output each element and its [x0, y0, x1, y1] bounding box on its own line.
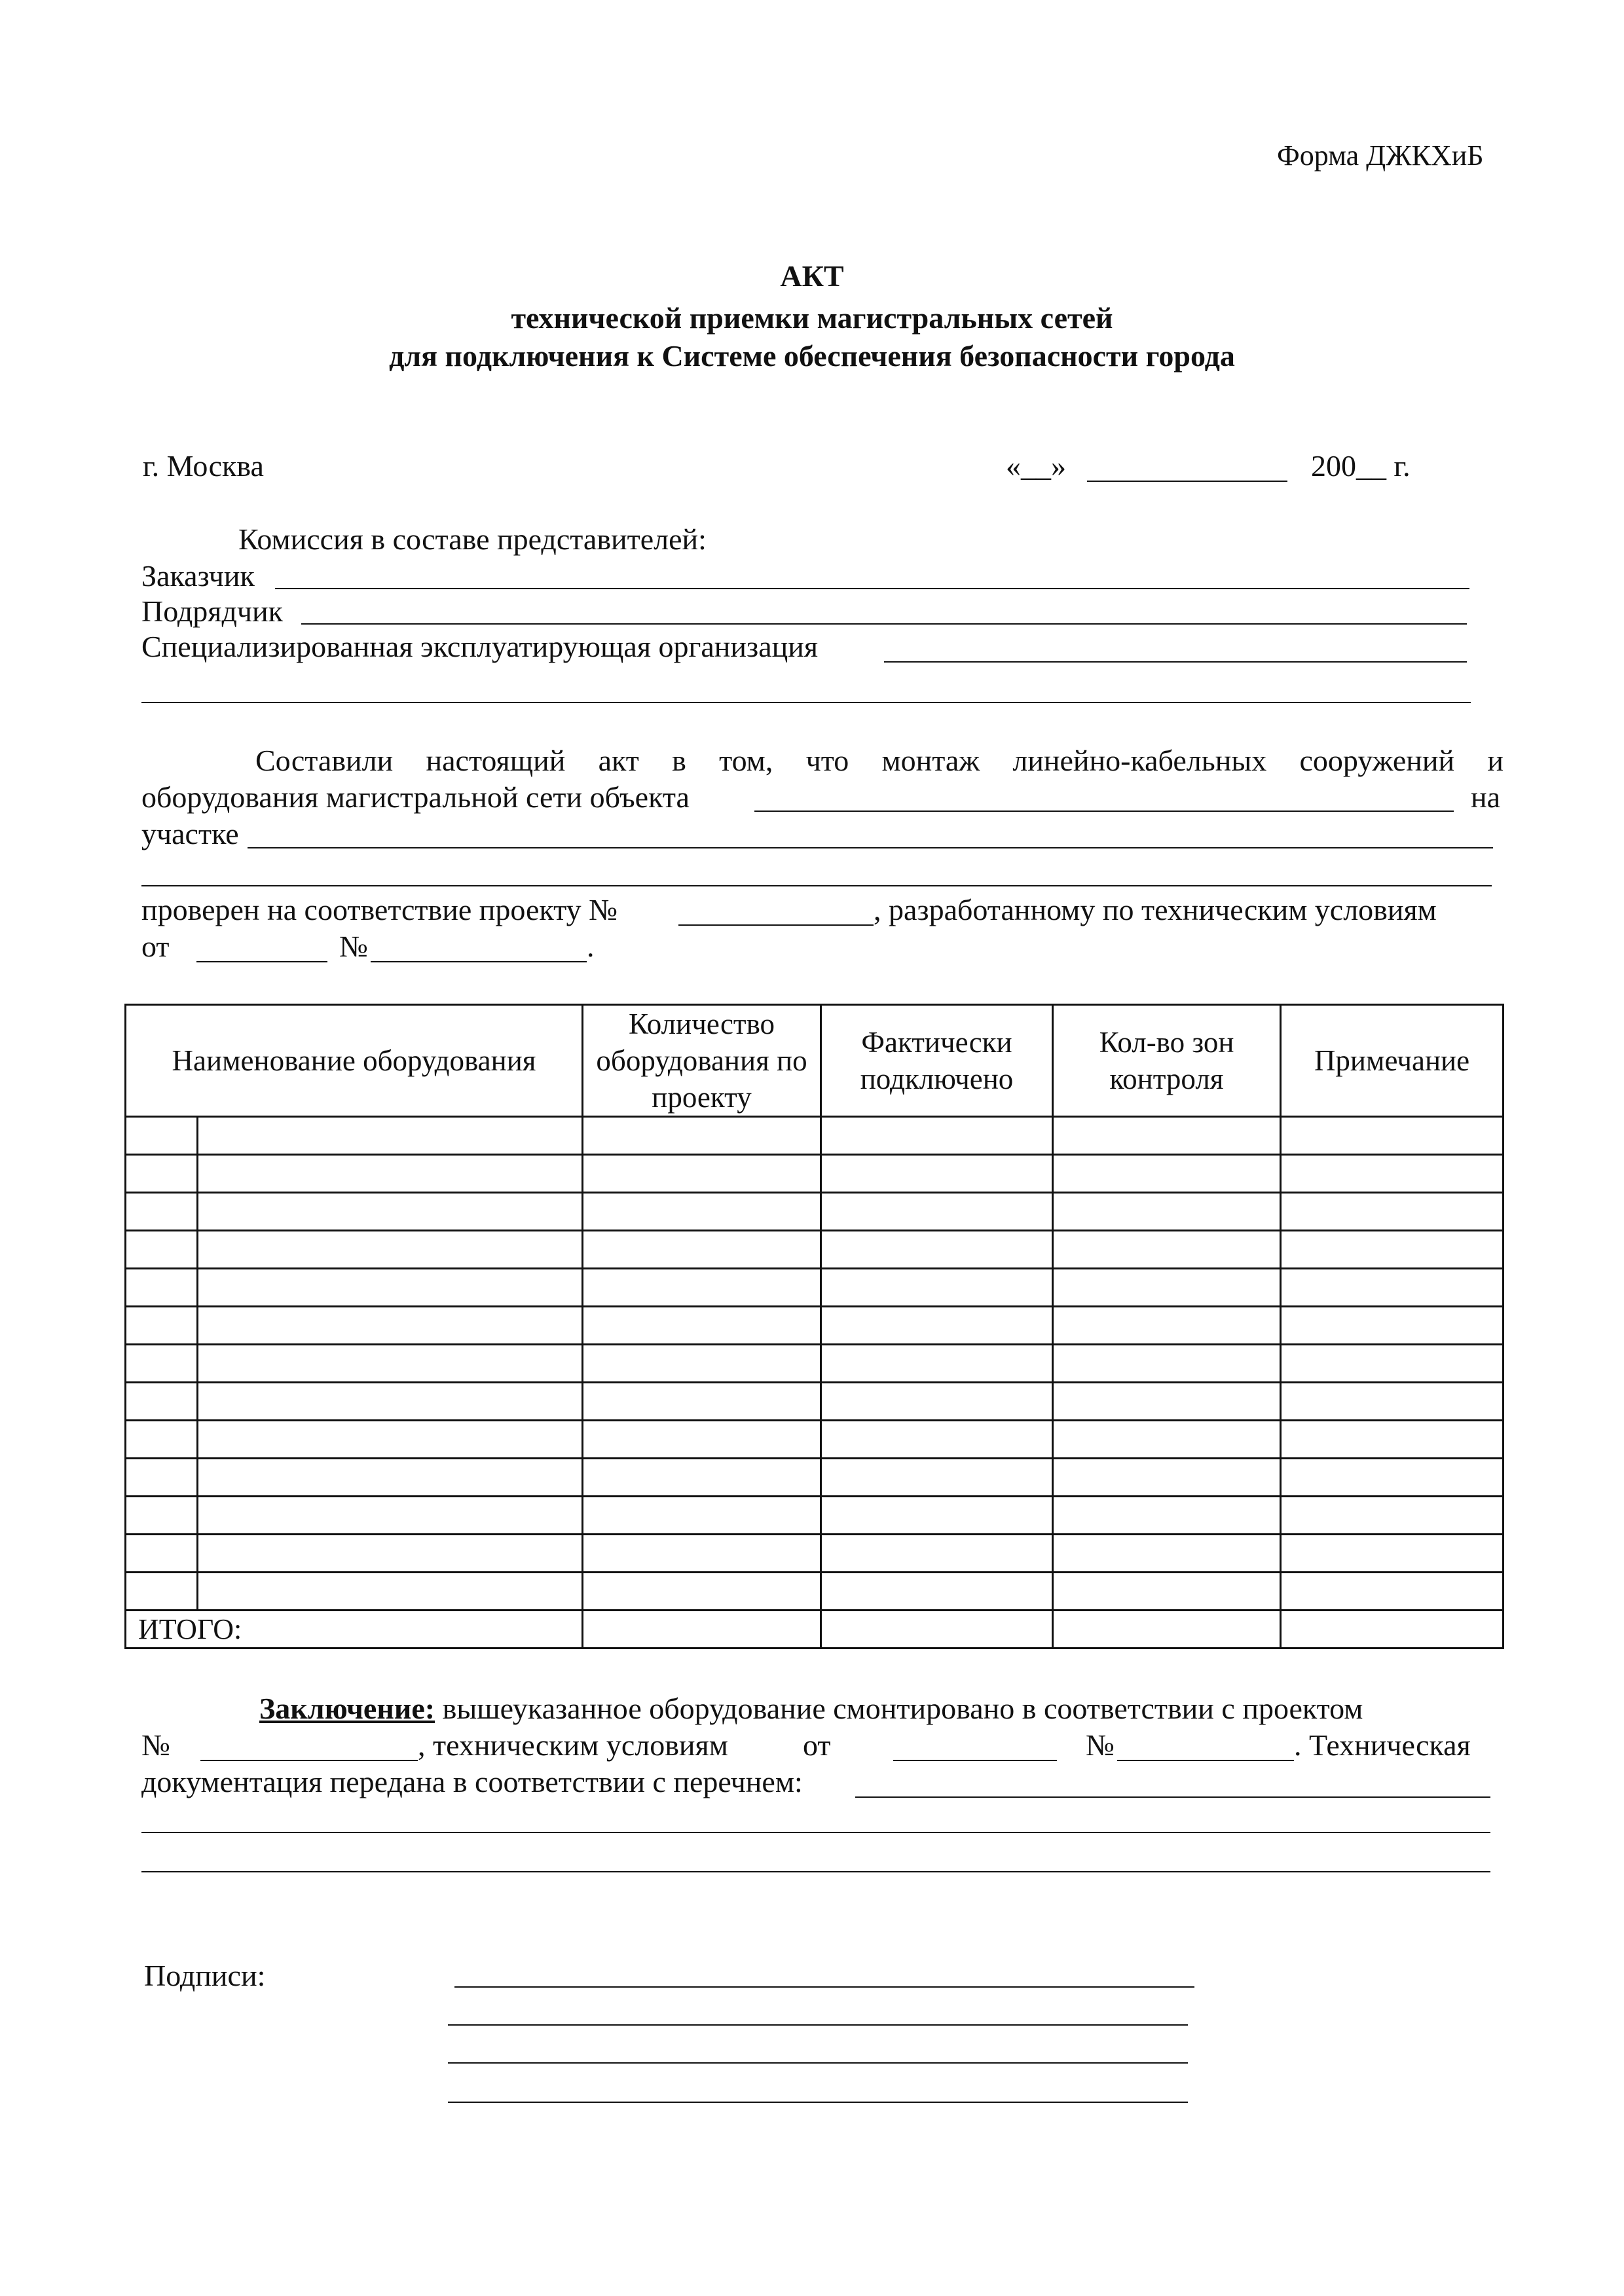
city: г. Москва — [143, 449, 264, 483]
control-zones-cell[interactable] — [1053, 1497, 1281, 1535]
total-note[interactable] — [1281, 1611, 1504, 1649]
project-check-text: проверен на соответствие проекту № — [141, 893, 618, 926]
row-number-cell[interactable] — [126, 1117, 198, 1155]
total-planned-qty[interactable] — [583, 1611, 821, 1649]
control-zones-cell[interactable] — [1053, 1269, 1281, 1307]
row-number-cell[interactable] — [126, 1307, 198, 1345]
row-number-cell[interactable] — [126, 1535, 198, 1573]
signature-line-1[interactable] — [454, 1986, 1194, 1988]
note-cell[interactable] — [1281, 1535, 1504, 1573]
connected-cell[interactable] — [821, 1535, 1053, 1573]
from-label: от — [141, 930, 170, 963]
signature-line-3[interactable] — [448, 2062, 1188, 2064]
table-row — [126, 1269, 1504, 1307]
commission-intro: Комиссия в составе представителей: — [238, 522, 707, 556]
table-row — [126, 1459, 1504, 1497]
object-field[interactable] — [754, 811, 1454, 812]
planned-qty-cell[interactable] — [583, 1117, 821, 1155]
table-row — [126, 1155, 1504, 1193]
date-month-line[interactable] — [1087, 481, 1287, 482]
note-cell[interactable] — [1281, 1497, 1504, 1535]
row-number-cell[interactable] — [126, 1231, 198, 1269]
note-cell[interactable] — [1281, 1459, 1504, 1497]
conclusion-line-3: документация передана в соответствии с перечнем: — [141, 1765, 803, 1798]
note-cell[interactable] — [1281, 1421, 1504, 1459]
equipment-name-cell[interactable] — [198, 1155, 583, 1193]
equipment-name-cell[interactable] — [198, 1383, 583, 1421]
note-cell[interactable] — [1281, 1117, 1504, 1155]
control-zones-cell[interactable] — [1053, 1459, 1281, 1497]
tech-conditions-text: , разработанному по техническим условиям — [874, 893, 1437, 926]
table-row — [126, 1231, 1504, 1269]
row-number-cell[interactable] — [126, 1269, 198, 1307]
equipment-name-cell[interactable] — [198, 1421, 583, 1459]
conclusion-number-field[interactable] — [1117, 1760, 1294, 1761]
row-number-cell[interactable] — [126, 1459, 198, 1497]
tech-conditions-number-sign: № — [339, 930, 368, 963]
equipment-name-cell[interactable] — [198, 1573, 583, 1611]
control-zones-cell[interactable] — [1053, 1155, 1281, 1193]
conclusion-project-number-field[interactable] — [200, 1760, 418, 1761]
note-cell[interactable] — [1281, 1231, 1504, 1269]
planned-qty-cell[interactable] — [583, 1269, 821, 1307]
table-row — [126, 1383, 1504, 1421]
table-body — [126, 1117, 1504, 1611]
control-zones-cell[interactable] — [1053, 1383, 1281, 1421]
connected-cell[interactable] — [821, 1193, 1053, 1231]
table-row — [126, 1421, 1504, 1459]
note-cell[interactable] — [1281, 1155, 1504, 1193]
statement-line-1: Составили настоящий акт в том, что монтаж линейно-кабельных сооружений и — [255, 744, 1504, 777]
tech-conditions-date-field[interactable] — [196, 961, 327, 962]
doc-list-field-3[interactable] — [141, 1871, 1490, 1872]
form-label: Форма ДЖКХиБ — [1277, 139, 1484, 172]
contractor-field[interactable] — [301, 623, 1467, 625]
connected-cell[interactable] — [821, 1155, 1053, 1193]
table-row — [126, 1497, 1504, 1535]
table-row — [126, 1117, 1504, 1155]
connected-cell[interactable] — [821, 1383, 1053, 1421]
total-label: ИТОГО: — [126, 1611, 583, 1649]
table-row — [126, 1193, 1504, 1231]
row-number-cell[interactable] — [126, 1155, 198, 1193]
connected-cell[interactable] — [821, 1231, 1053, 1269]
document-subtitle-2: для подключения к Системе обеспечения безопасности города — [389, 339, 1235, 373]
signature-line-2[interactable] — [448, 2024, 1188, 2026]
equipment-name-cell[interactable] — [198, 1345, 583, 1383]
row-number-cell[interactable] — [126, 1383, 198, 1421]
control-zones-cell[interactable] — [1053, 1535, 1281, 1573]
total-control-zones[interactable] — [1053, 1611, 1281, 1649]
operator-field[interactable] — [884, 661, 1467, 663]
conclusion-tech-conditions: , техническим условиям — [418, 1728, 728, 1762]
table-header-row — [126, 1005, 1504, 1117]
project-number-field[interactable] — [678, 924, 874, 926]
statement-period: . — [587, 930, 595, 963]
conclusion-text: вышеуказанное оборудование смонтировано в соответствии с проектом — [442, 1692, 1363, 1725]
operator-field-continued[interactable] — [141, 702, 1471, 703]
operator-label: Специализированная эксплуатирующая организация — [141, 630, 819, 663]
signature-line-4[interactable] — [448, 2102, 1188, 2103]
equipment-name-cell[interactable] — [198, 1193, 583, 1231]
customer-label: Заказчик — [141, 559, 255, 592]
equipment-name-cell[interactable] — [198, 1497, 583, 1535]
conclusion-tech-doc: . Техническая — [1294, 1728, 1471, 1762]
equipment-name-cell[interactable] — [198, 1307, 583, 1345]
equipment-name-cell[interactable] — [198, 1459, 583, 1497]
col-actually-connected: Фактически подключено — [821, 1005, 1053, 1117]
document-title: АКТ — [780, 259, 844, 293]
conclusion-label: Заключение: — [259, 1692, 435, 1725]
row-number-cell[interactable] — [126, 1345, 198, 1383]
note-cell[interactable] — [1281, 1345, 1504, 1383]
connected-cell[interactable] — [821, 1307, 1053, 1345]
control-zones-cell[interactable] — [1053, 1345, 1281, 1383]
conclusion-from-label: от — [803, 1728, 831, 1762]
col-control-zones: Кол-во зон контроля — [1053, 1005, 1281, 1117]
note-cell[interactable] — [1281, 1573, 1504, 1611]
equipment-name-cell[interactable] — [198, 1535, 583, 1573]
control-zones-cell[interactable] — [1053, 1193, 1281, 1231]
planned-qty-cell[interactable] — [583, 1421, 821, 1459]
control-zones-cell[interactable] — [1053, 1421, 1281, 1459]
statement-line-2-end: на — [1471, 780, 1501, 814]
section-field[interactable] — [248, 847, 1493, 848]
control-zones-cell[interactable] — [1053, 1573, 1281, 1611]
connected-cell[interactable] — [821, 1117, 1053, 1155]
planned-qty-cell[interactable] — [583, 1383, 821, 1421]
statement-line-3: участке — [141, 817, 239, 850]
col-planned-qty: Количество оборудования по проекту — [583, 1005, 821, 1117]
date-year: 200__ г. — [1311, 449, 1411, 483]
control-zones-cell[interactable] — [1053, 1307, 1281, 1345]
control-zones-cell[interactable] — [1053, 1117, 1281, 1155]
statement-line-2: оборудования магистральной сети объекта — [141, 780, 690, 814]
planned-qty-cell[interactable] — [583, 1497, 821, 1535]
planned-qty-cell[interactable] — [583, 1307, 821, 1345]
row-number-cell[interactable] — [126, 1421, 198, 1459]
planned-qty-cell[interactable] — [583, 1459, 821, 1497]
doc-list-field[interactable] — [855, 1796, 1490, 1798]
equipment-name-cell[interactable] — [198, 1117, 583, 1155]
col-note: Примечание — [1281, 1005, 1504, 1117]
row-number-cell[interactable] — [126, 1193, 198, 1231]
table-row — [126, 1573, 1504, 1611]
document-subtitle-1: технической приемки магистральных сетей — [511, 301, 1113, 335]
planned-qty-cell[interactable] — [583, 1231, 821, 1269]
conclusion-number-sign-2: № — [1086, 1728, 1115, 1762]
control-zones-cell[interactable] — [1053, 1231, 1281, 1269]
connected-cell[interactable] — [821, 1345, 1053, 1383]
planned-qty-cell[interactable] — [583, 1535, 821, 1573]
note-cell[interactable] — [1281, 1193, 1504, 1231]
connected-cell[interactable] — [821, 1459, 1053, 1497]
connected-cell[interactable] — [821, 1573, 1053, 1611]
conclusion-number-sign: № — [141, 1728, 170, 1762]
connected-cell[interactable] — [821, 1421, 1053, 1459]
equipment-table — [124, 1004, 1504, 1649]
table-row — [126, 1535, 1504, 1573]
date-day: «__» — [1006, 449, 1066, 483]
connected-cell[interactable] — [821, 1269, 1053, 1307]
total-actually-connected[interactable] — [821, 1611, 1053, 1649]
conclusion-date-field[interactable] — [893, 1760, 1057, 1761]
equipment-name-cell[interactable] — [198, 1269, 583, 1307]
note-cell[interactable] — [1281, 1307, 1504, 1345]
signatures-label: Подписи: — [144, 1959, 266, 1992]
planned-qty-cell[interactable] — [583, 1193, 821, 1231]
customer-field[interactable] — [275, 588, 1469, 589]
row-number-cell[interactable] — [126, 1497, 198, 1535]
col-equipment-name: Наименование оборудования — [126, 1005, 583, 1117]
planned-qty-cell[interactable] — [583, 1345, 821, 1383]
row-number-cell[interactable] — [126, 1573, 198, 1611]
equipment-name-cell[interactable] — [198, 1231, 583, 1269]
table-row — [126, 1345, 1504, 1383]
connected-cell[interactable] — [821, 1497, 1053, 1535]
section-field-continued[interactable] — [141, 885, 1492, 886]
tech-conditions-number-field[interactable] — [371, 961, 587, 962]
contractor-label: Подрядчик — [141, 594, 283, 628]
table-row — [126, 1307, 1504, 1345]
planned-qty-cell[interactable] — [583, 1155, 821, 1193]
planned-qty-cell[interactable] — [583, 1573, 821, 1611]
table-total-row — [126, 1611, 1504, 1649]
doc-list-field-2[interactable] — [141, 1832, 1490, 1833]
note-cell[interactable] — [1281, 1383, 1504, 1421]
conclusion-line-1 — [259, 1690, 1363, 1727]
note-cell[interactable] — [1281, 1269, 1504, 1307]
